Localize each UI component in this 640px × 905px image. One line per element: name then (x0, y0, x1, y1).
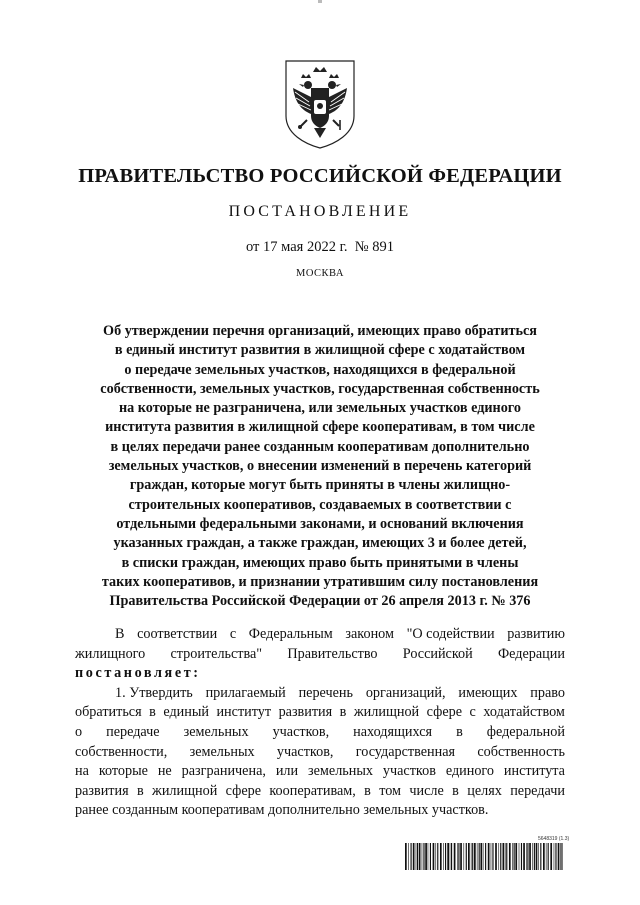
barcode (405, 843, 565, 870)
government-title: ПРАВИТЕЛЬСТВО РОССИЙСКОЙ ФЕДЕРАЦИИ (78, 165, 562, 187)
body-word: государственная (355, 743, 456, 760)
body-line: ранее созданным кооперативам дополнительно земельных участков. (75, 802, 489, 819)
subject-line: в единый институт развития в жилищной сфере с ходатайством (114, 342, 526, 359)
body-word: законом (345, 626, 394, 642)
body-word: земельных (189, 743, 255, 760)
body-word: с (469, 704, 476, 721)
body-line (75, 723, 565, 743)
body-word: имеющих (458, 684, 518, 701)
body-line (75, 703, 565, 723)
date-line (0, 239, 640, 256)
body-line (75, 762, 565, 782)
subject-line: Правительства Российской Федерации от 26 апреля 2013 г. № 376 (109, 593, 531, 610)
body-word: о (75, 723, 83, 740)
body-word: федеральной (486, 723, 565, 740)
body-word: Правительство (287, 645, 378, 662)
body-word: целях (467, 782, 502, 799)
body-word: строительства" (170, 645, 263, 662)
city-name: МОСКВА (296, 268, 344, 279)
body-word: Федерации (497, 645, 565, 662)
body-word: перечень (298, 684, 353, 701)
decree-number: № 891 (354, 239, 394, 255)
subject-line: отдельными федеральными законами, и оснований включения (116, 515, 524, 532)
scan-mark (318, 0, 322, 3)
subject-line: на которые не разграничена, или земельных участков единого (118, 400, 521, 417)
body-word: развитию (507, 626, 565, 642)
body-word: участков, (276, 743, 334, 760)
body-word: разграничена, (181, 763, 266, 780)
body-word: жилищного (75, 645, 146, 662)
body-line (75, 743, 565, 763)
body-word: 1. Утвердить (115, 684, 193, 701)
body-word: или (275, 763, 299, 780)
body-word: право (530, 684, 565, 701)
body-word: в (364, 782, 371, 799)
body-word: собственности, (75, 743, 168, 760)
subject-line: таких кооперативов, и признании утратившим силу постановления (101, 573, 539, 590)
body-word: в (456, 723, 463, 740)
subject-line: в списки граждан, имеющих право быть принятыми в члены (121, 554, 519, 571)
body-word: единого (445, 763, 494, 780)
subject-line: указанных граждан, а также граждан, имеющих 3 и более детей, (113, 535, 527, 552)
body-word: единый (163, 704, 209, 721)
body-line (75, 645, 565, 665)
body-word: в (339, 704, 347, 721)
body-word: развития (278, 704, 333, 721)
body-word: Федеральным (248, 626, 333, 642)
decree-body (75, 625, 565, 821)
body-word: с (229, 626, 237, 642)
body-line (75, 625, 565, 645)
body-word: участков (382, 763, 436, 780)
body-word: кооперативам, (269, 782, 356, 799)
body-word: передаче (106, 723, 160, 740)
subject-line: строительных кооперативов, создаваемых в соответствии с (128, 496, 512, 513)
body-word: жилищной (353, 704, 420, 721)
subject-line: в целях передачи ранее созданным кооперативам дополнительно (110, 438, 530, 455)
body-word: участков, (272, 723, 330, 740)
subject-line: собственности, земельных участков, государственная собственность (100, 380, 540, 397)
subject-line: граждан, которые могут быть приняты в члены жилищно- (129, 477, 511, 494)
body-word: которые (98, 763, 148, 780)
subject-line: института развития в жилищной сфере кооперативам, в том числе (105, 419, 535, 436)
body-line (75, 684, 565, 704)
body-word: прилагаемый (205, 684, 286, 701)
body-word: на (75, 763, 89, 780)
body-word: не (157, 763, 172, 780)
document-type: ПОСТАНОВЛЕНИЕ (228, 203, 412, 220)
body-word: института (503, 763, 565, 780)
body-word: числе (409, 782, 444, 799)
decree-verb: постановляет: (75, 665, 201, 682)
body-word: организаций, (365, 684, 446, 701)
body-word: том (379, 782, 402, 799)
body-word: передачи (510, 782, 565, 799)
decree-date: от 17 мая 2022 г. (246, 239, 348, 255)
body-word: жилищной (152, 782, 218, 799)
body-word: в (452, 782, 459, 799)
decree-subject (60, 322, 580, 611)
body-word: "О содействии (406, 626, 495, 642)
body-word: находящихся (353, 723, 433, 740)
body-line (75, 664, 565, 684)
body-word: сфере (225, 782, 262, 799)
body-line (75, 782, 565, 802)
coat-of-arms-emblem (283, 58, 357, 150)
subject-line: о передаче земельных участков, находящихся в федеральной (124, 361, 516, 378)
body-word: собственность (477, 743, 565, 760)
body-word: земельных (308, 763, 373, 780)
subject-line: земельных участков, о внесении изменений в перечень категорий (108, 458, 532, 475)
body-word: в (149, 704, 156, 721)
body-word: В (115, 626, 125, 642)
barcode-number: 5648319 (1.3) (538, 836, 570, 842)
subject-line: Об утверждении перечня организаций, имеющих право обратиться (103, 323, 537, 339)
body-word: обратиться (75, 704, 142, 721)
body-word: Российской (402, 645, 473, 662)
body-word: сфере (426, 704, 463, 721)
body-word: в (136, 782, 144, 799)
body-word: развития (75, 782, 129, 799)
body-word: институт (216, 704, 272, 721)
body-word: земельных (183, 723, 249, 740)
body-word: ходатайством (483, 704, 565, 721)
body-word: соответствии (137, 626, 218, 642)
